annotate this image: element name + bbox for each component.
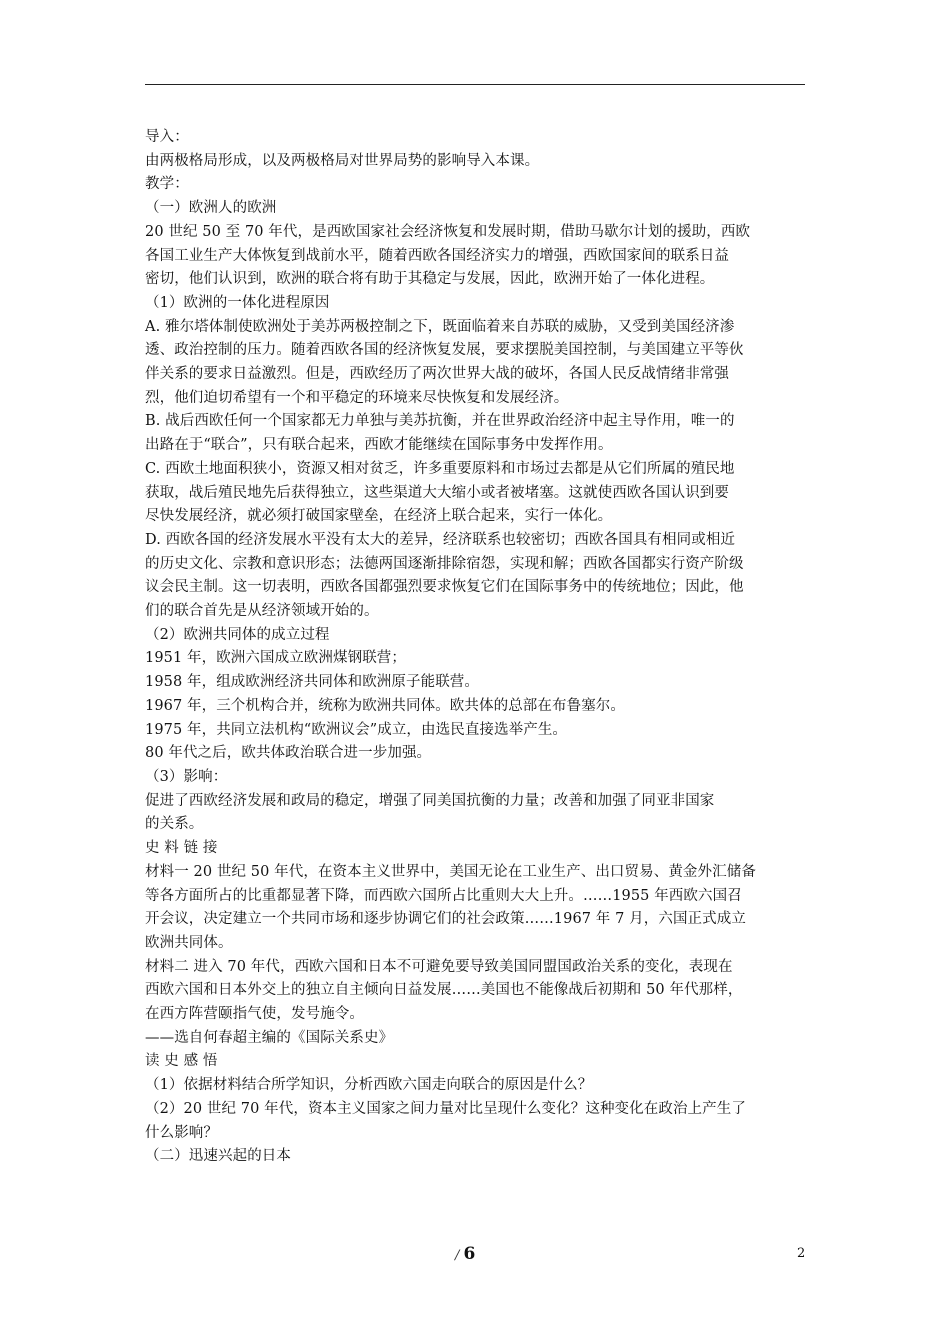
text-line: 欧洲共同体。: [145, 934, 233, 951]
header-rule: [145, 84, 805, 85]
text-line: 1958 年，组成欧洲经济共同体和欧洲原子能联营。: [145, 674, 480, 691]
page-number: 2: [797, 1246, 806, 1261]
text-line: 20 世纪 50 至 70 年代，是西欧国家社会经济恢复和发展时期，借助马歇尔计划的援助，西欧: [145, 223, 751, 240]
text-line: 们的联合首先是从经济领域开始的。: [145, 603, 379, 620]
page-total: [455, 1244, 475, 1264]
text-line: 烈，他们迫切希望有一个和平稳定的环境来尽快恢复和发展经济。: [145, 389, 569, 406]
text-line: （二）迅速兴起的日本: [145, 1148, 291, 1165]
text-line: 材料二 进入 70 年代，西欧六国和日本不可避免要导致美国同盟国政治关系的变化，表现在: [145, 958, 733, 975]
text-line: （3）影响：: [145, 768, 228, 785]
text-line: （1）依据材料结合所学知识，分析西欧六国走向联合的原因是什么？: [145, 1077, 593, 1094]
text-line: 密切，他们认识到，欧洲的联合将有助于其稳定与发展，因此，欧洲开始了一体化进程。: [145, 271, 715, 288]
text-line: 伴关系的要求日益激烈。但是，西欧经历了两次世界大战的破坏，各国人民反战情绪非常强: [145, 366, 729, 383]
text-line: 尽快发展经济，就必须打破国家壁垒，在经济上联合起来，实行一体化。: [145, 508, 613, 525]
text-line: 的历史文化、宗教和意识形态；法德两国逐渐排除宿怨，实现和解；西欧各国都实行资产阶级: [145, 555, 744, 572]
text-line: （2）欧洲共同体的成立过程: [145, 626, 330, 643]
text-line: 议会民主制。这一切表明，西欧各国都强烈要求恢复它们在国际事务中的传统地位；因此，他: [145, 579, 744, 596]
text-line: A. 雅尔塔体制使欧洲处于美苏两极控制之下，既面临着来自苏联的威胁，又受到美国经济渗: [145, 318, 735, 335]
text-line: 教学：: [145, 176, 189, 193]
text-line: 获取，战后殖民地先后获得独立，这些渠道大大缩小或者被堵塞。这就使西欧各国认识到要: [145, 484, 729, 501]
text-line: ——选自何春超主编的《国际关系史》: [145, 1029, 394, 1046]
text-line: C. 西欧土地面积狭小，资源又相对贫乏，许多重要原料和市场过去都是从它们所属的殖民地: [145, 460, 735, 477]
text-line: 由两极格局形成，以及两极格局对世界局势的影响导入本课。: [145, 152, 540, 169]
text-line: 80 年代之后，欧共体政治联合进一步加强。: [145, 745, 432, 762]
text-line: 透、政治控制的压力。随着西欧各国的经济恢复发展，要求摆脱美国控制，与美国建立平等伙: [145, 342, 744, 359]
text-line: B. 战后西欧任何一个国家都无力单独与美苏抗衡，并在世界政治经济中起主导作用，唯一的: [145, 413, 735, 430]
text-line: D. 西欧各国的经济发展水平没有太大的差异，经济联系也较密切；西欧各国具有相同或相近: [145, 531, 736, 548]
text-line: 各国工业生产大体恢复到战前水平，随着西欧各国经济实力的增强，西欧国家间的联系日益: [145, 247, 729, 264]
text-line: 读 史 感 悟: [145, 1053, 218, 1070]
text-line: 什么影响？: [145, 1124, 218, 1141]
page-total-slash: /: [455, 1248, 460, 1263]
text-line: 1975 年，共同立法机构“欧洲议会”成立，由选民直接选举产生。: [145, 721, 568, 738]
text-line: 开会议，决定建立一个共同市场和逐步协调它们的社会政策……1967 年 7 月，六国正式成立: [145, 911, 746, 928]
text-line: 导入：: [145, 129, 189, 145]
text-line: （1）欧洲的一体化进程原因: [145, 294, 330, 311]
document-body: [145, 126, 813, 1169]
text-line: （2）20 世纪 70 年代，资本主义国家之间力量对比呈现什么变化？这种变化在政治上产生了: [145, 1100, 746, 1117]
text-line: 在西方阵营颐指气使，发号施令。: [145, 1006, 364, 1023]
text-line: 等各方面所占的比重都显著下降，而西欧六国所占比重则大大上升。……1955 年西欧六国召: [145, 887, 742, 904]
text-line: 史 料 链 接: [145, 840, 218, 857]
page-total-number: 6: [463, 1244, 476, 1264]
text-line: 材料一 20 世纪 50 年代，在资本主义世界中，美国无论在工业生产、出口贸易、黄金外汇储备: [145, 863, 756, 880]
text-line: 1967 年，三个机构合并，统称为欧洲共同体。欧共体的总部在布鲁塞尔。: [145, 697, 626, 714]
text-line: 促进了西欧经济发展和政局的稳定，增强了同美国抗衡的力量；改善和加强了同亚非国家: [145, 792, 715, 809]
text-line: 1951 年，欧洲六国成立欧洲煤钢联营；: [145, 650, 407, 667]
text-line: 西欧六国和日本外交上的独立自主倾向日益发展……美国也不能像战后初期和 50 年代那样，: [145, 982, 743, 999]
text-line: 出路在于“联合”，只有联合起来，西欧才能继续在国际事务中发挥作用。: [145, 437, 613, 454]
text-line: 的关系。: [145, 816, 204, 833]
text-line: （一）欧洲人的欧洲: [145, 200, 277, 217]
